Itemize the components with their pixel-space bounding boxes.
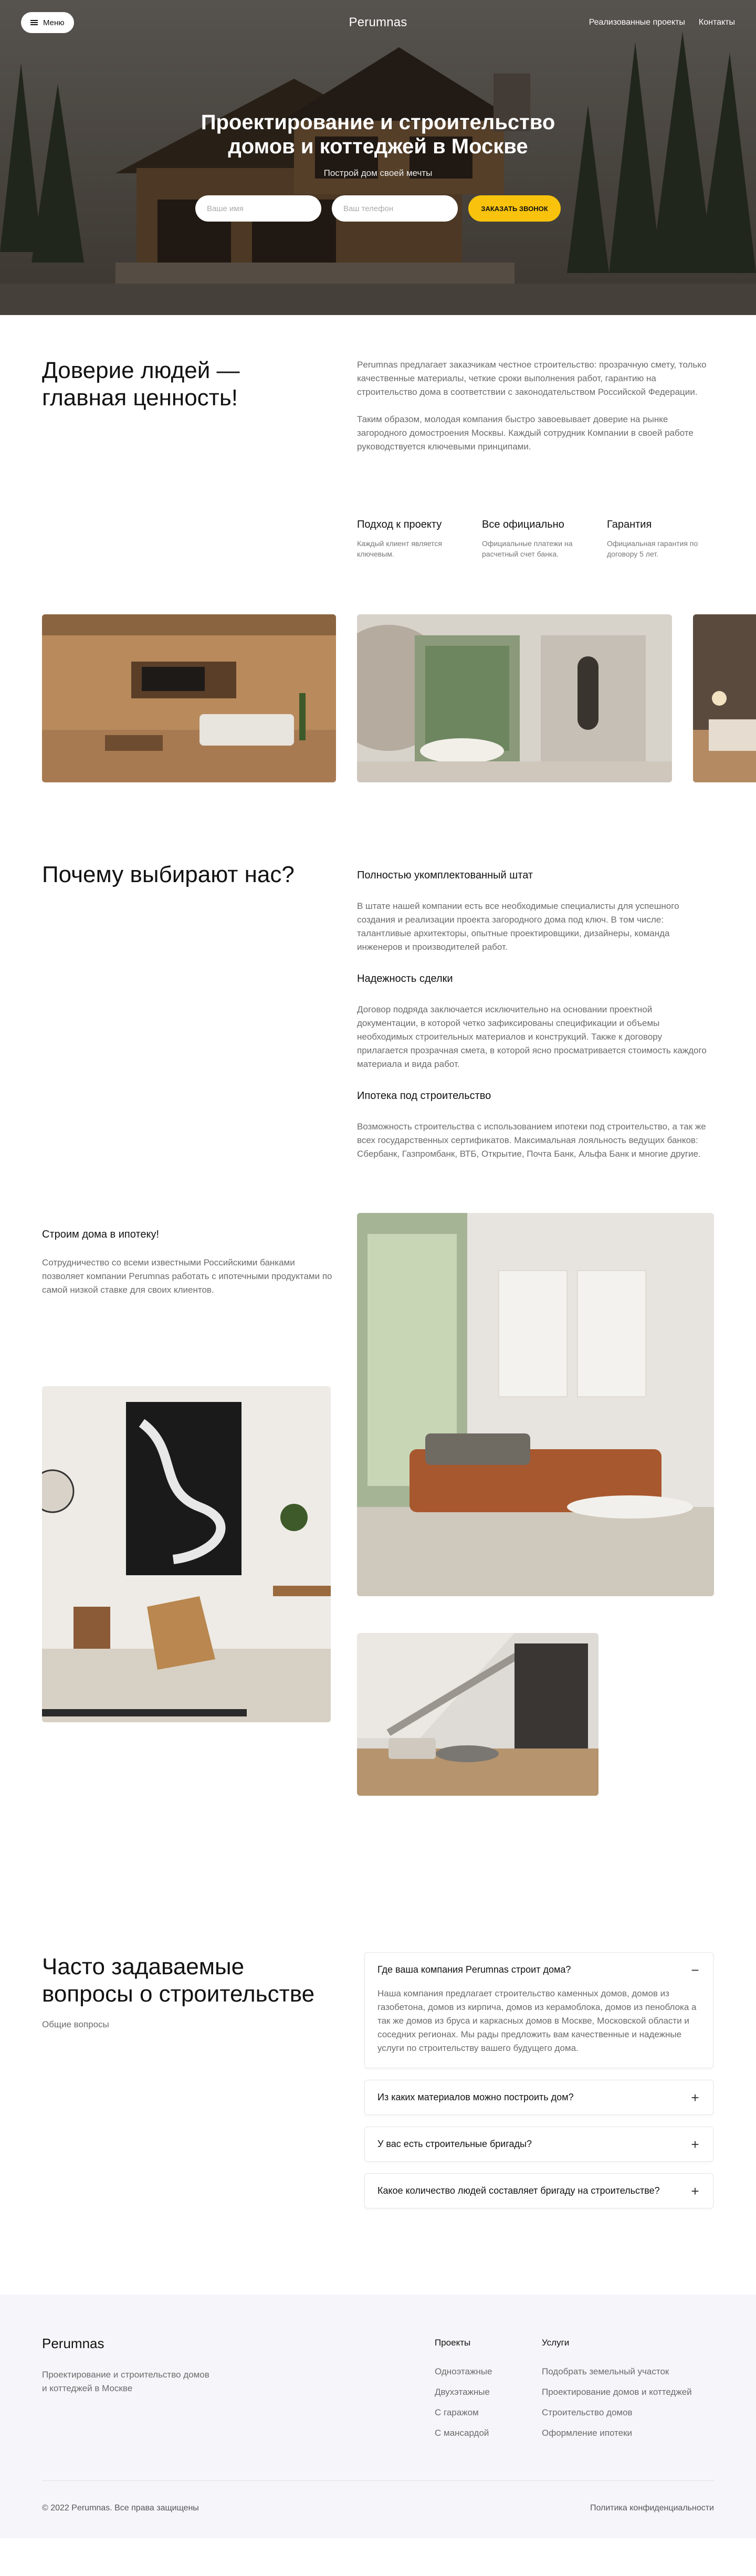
why-item-text: В штате нашей компании есть все необходимые специалисты для успешного создания и реализации проекта загородного дома под ключ. В том числе: талантливые архитекторы, опытные проектировщики, дизайнеры, команда инженеров и производителей работ. <box>357 901 679 952</box>
gallery-image-bathroom[interactable] <box>357 614 672 782</box>
faq-question: Где ваша компания Perumnas строит дома? <box>377 1964 571 1975</box>
footer-services-column <box>542 2338 692 2447</box>
mortgage-image-sofa-room[interactable] <box>357 1213 714 1596</box>
feature-official <box>482 519 607 559</box>
trust-section <box>0 315 756 614</box>
footer-logo[interactable]: Perumnas <box>42 2336 104 2351</box>
faq-section <box>0 1938 756 2295</box>
faq-title: Часто задаваемые вопросы о строительстве <box>42 1954 315 2007</box>
gallery-image-bedroom[interactable] <box>693 614 756 782</box>
feature-title: Гарантия <box>607 519 652 530</box>
trust-paragraph-1: Perumnas предлагает заказчикам честное строительство: прозрачную смету, только качественные материалы, четкие сроки выполнения работ, гарантию на строительство дома в соответствии с законодательством Российской Федерации. <box>357 360 707 397</box>
faq-question-toggle[interactable] <box>365 2080 713 2114</box>
faq-header <box>42 1953 336 2030</box>
footer-link[interactable]: Проектирование домов и коттеджей <box>542 2387 692 2397</box>
privacy-policy-link[interactable]: Политика конфиденциальности <box>590 2504 714 2512</box>
footer-link[interactable]: Одноэтажные <box>435 2366 492 2376</box>
why-title: Почему выбирают нас? <box>42 862 295 887</box>
faq-question: Какое количество людей составляет бригаду на строительстве? <box>377 2185 660 2196</box>
hero-title: Проектирование и строительство домов и коттеджей в Москве <box>201 111 555 158</box>
hamburger-icon <box>30 20 38 25</box>
mortgage-text: Сотрудничество со всеми известными Российскими банками позволяет компании Perumnas работать с ипотечными продуктами по самой низкой ставке для своих клиентов. <box>42 1258 332 1295</box>
top-bar <box>21 12 735 34</box>
feature-text: Каждый клиент является ключевым. <box>357 539 442 558</box>
mortgage-section <box>0 1229 756 1938</box>
feature-title: Все официально <box>482 519 564 530</box>
menu-button[interactable] <box>21 12 74 33</box>
faq-question-toggle[interactable] <box>365 1953 713 1987</box>
why-list <box>357 870 714 1180</box>
phone-input[interactable] <box>332 195 458 222</box>
faq-subtitle: Общие вопросы <box>42 2019 109 2029</box>
mortgage-title: Строим дома в ипотеку! <box>42 1229 160 1240</box>
footer-link[interactable]: Строительство домов <box>542 2407 633 2417</box>
expand-icon[interactable]: + <box>691 2183 699 2199</box>
feature-text: Официальная гарантия по договору 5 лет. <box>607 539 698 558</box>
why-us-section <box>0 798 756 1229</box>
why-item-text: Договор подряда заключается исключительно на основании проектной документации, в которой четко зафиксированы спецификации и объемы необходимых строительных материалов и конструкций. Также к договору прилагается прозрачная смета, в которой ясно просматривается стоимость каждого материала и вида работ. <box>357 1004 707 1069</box>
why-item-title: Полностью укомплектованный штат <box>357 870 533 881</box>
faq-list <box>364 1952 713 2220</box>
nav-link-contacts[interactable]: Контакты <box>698 18 735 27</box>
footer-projects-column <box>435 2338 492 2447</box>
expand-icon[interactable]: + <box>691 2089 699 2106</box>
features-row <box>357 519 732 559</box>
trust-title: Доверие людей — главная ценность! <box>42 358 240 411</box>
feature-guarantee <box>607 519 732 559</box>
footer-column-title: Проекты <box>435 2338 471 2348</box>
footer-description: Проектирование и строительство домов и коттеджей в Москве <box>42 2370 209 2393</box>
why-item-staff <box>357 870 714 954</box>
gallery-image-living-room[interactable] <box>42 614 336 782</box>
hero-section <box>0 0 756 315</box>
faq-question-toggle[interactable] <box>365 2127 713 2161</box>
footer-link[interactable]: С мансардой <box>435 2428 489 2438</box>
faq-item <box>364 1952 713 2068</box>
faq-question: У вас есть строительные бригады? <box>377 2139 532 2149</box>
why-item-mortgage <box>357 1090 714 1161</box>
faq-item <box>364 2173 713 2208</box>
feature-approach <box>357 519 482 559</box>
collapse-icon[interactable]: − <box>691 1962 699 1978</box>
faq-item <box>364 2080 713 2115</box>
logo[interactable]: Perumnas <box>349 15 407 29</box>
expand-icon[interactable]: + <box>691 2136 699 2152</box>
feature-text: Официальные платежи на расчетный счет банка. <box>482 539 573 558</box>
trust-text <box>357 358 711 454</box>
order-call-button[interactable]: ЗАКАЗАТЬ ЗВОНОК <box>468 195 561 222</box>
callback-form <box>0 195 756 222</box>
footer-link[interactable]: С гаражом <box>435 2407 479 2417</box>
interior-gallery <box>0 614 756 798</box>
faq-question-toggle[interactable] <box>365 2174 713 2208</box>
nav-link-projects[interactable]: Реализованные проекты <box>589 18 685 27</box>
why-item-text: Возможность строительства с использованием ипотеки под строительство, а так же всех государственных сертификатов. Максимальная лояльность ведущих банков: Сбербанк, Газпромбанк, ВТБ, Открытие, Почта Банк, Альфа Банк и многие другие. <box>357 1122 706 1159</box>
footer-link[interactable]: Подобрать земельный участок <box>542 2366 669 2376</box>
mortgage-image-staircase[interactable] <box>357 1633 598 1796</box>
why-item-title: Ипотека под строительство <box>357 1090 491 1102</box>
menu-label: Меню <box>43 18 65 27</box>
copyright: © 2022 Perumnas. Все права защищены <box>42 2504 199 2512</box>
feature-title: Подход к проекту <box>357 519 442 530</box>
name-input[interactable] <box>195 195 321 222</box>
footer-link[interactable]: Оформление ипотеки <box>542 2428 633 2438</box>
hero-subtitle: Построй дом своей мечты <box>323 168 433 178</box>
faq-answer: Наша компания предлагает строительство каменных домов, домов из газобетона, домов из кирпича, домов из керамоблока, домов из пеноблока а так же домов из бруса и каркасных домов в Москве, Московской области и соседних регионах. Мы рады предложить вам качественные и надежные услуги по строительству вашего будущего дома. <box>377 1988 697 2053</box>
footer <box>0 2295 756 2538</box>
faq-item <box>364 2127 713 2162</box>
faq-question: Из каких материалов можно построить дом? <box>377 2092 574 2102</box>
trust-paragraph-2: Таким образом, молодая компания быстро завоевывает доверие на рынке загородного домостроения Москвы. Каждый сотрудник Компании в своей работе руководствуется ключевыми принципами. <box>357 414 694 452</box>
footer-link[interactable]: Двухэтажные <box>435 2387 490 2397</box>
mortgage-image-armchair[interactable] <box>42 1386 331 1722</box>
why-item-title: Надежность сделки <box>357 973 453 985</box>
footer-divider <box>42 2480 714 2481</box>
hero-content <box>0 110 756 222</box>
why-item-reliability <box>357 973 714 1071</box>
top-nav <box>589 18 735 27</box>
footer-column-title: Услуги <box>542 2338 570 2348</box>
